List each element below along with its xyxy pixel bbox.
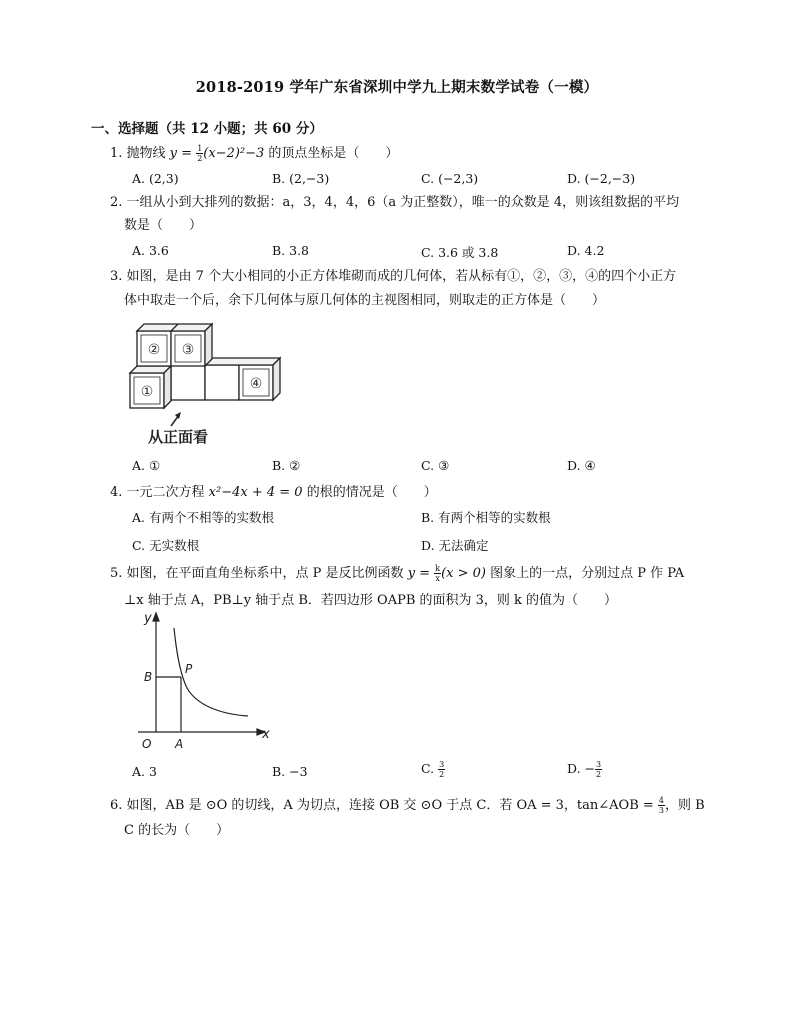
question-2-cont: 数是（ ） <box>124 218 203 233</box>
q3-option-b: B. ② <box>272 458 301 473</box>
q5-option-d: D. − $\frac{3}{2}$ <box>567 760 602 779</box>
point-b-label: B <box>144 670 153 684</box>
q5-option-b: B. −3 <box>272 764 308 779</box>
q1-option-d: D. (−2,−3) <box>567 171 636 186</box>
question-3: 3. 如图，是由 7 个大小相同的小正方体堆砌而成的几何体，若从标有①，②，③，④的四个小正方 <box>110 269 677 284</box>
q2-option-a: A. 3.6 <box>132 243 169 258</box>
section-heading: 一、选择题（共 12 小题；共 60 分） <box>91 121 323 137</box>
fraction: $\frac{k}{x}$ <box>435 564 441 583</box>
q3-option-c: C. ③ <box>421 458 450 473</box>
q3-option-d: D. ④ <box>567 458 596 473</box>
cube-label-1: ① <box>140 384 154 400</box>
coordinate-figure <box>130 610 276 756</box>
fraction: $\frac{3}{2}$ <box>596 760 602 779</box>
q1-option-a: A. (2,3) <box>132 171 179 186</box>
q4-option-b: B. 有两个相等的实数根 <box>421 510 551 525</box>
question-5: 5. 如图，在平面直角坐标系中，点 P 是反比例函数 y = $\frac{k}{x}$ (x > 0) 图象上的一点，分别过点 P 作 PA <box>110 564 685 583</box>
question-2: 2. 一组从小到大排列的数据：a，3，4，4，6（a 为正整数），唯一的众数是 4，则该组数据的平均 <box>110 195 680 210</box>
fraction: $\frac{1}{2}$ <box>197 144 203 163</box>
fraction: $\frac{3}{2}$ <box>439 760 445 779</box>
q3-option-a: A. ① <box>132 458 161 473</box>
cube-figure <box>124 318 294 448</box>
origin-label: O <box>142 737 152 751</box>
axis-y-label: y <box>144 611 152 626</box>
q5-option-a: A. 3 <box>132 764 157 779</box>
cube-label-2: ② <box>147 342 161 358</box>
question-6-cont: C 的长为（ ） <box>124 823 230 838</box>
view-caption: 从正面看 <box>148 428 209 446</box>
question-3-cont: 体中取走一个后，余下几何体与原几何体的主视图相同，则取走的正方体是（ ） <box>124 293 606 308</box>
q4-option-a: A. 有两个不相等的实数根 <box>132 510 274 525</box>
axis-x-label: x <box>262 727 270 742</box>
page-title: 2018-2019 学年广东省深圳中学九上期末数学试卷（一模） <box>195 79 599 96</box>
q2-option-d: D. 4.2 <box>567 243 605 258</box>
q1-option-c: C. (−2,3) <box>421 171 479 186</box>
q4-option-d: D. 无法确定 <box>421 538 489 553</box>
q2-option-c: C. 3.6 或 3.8 <box>421 245 499 260</box>
cube-label-4: ④ <box>249 376 263 392</box>
fraction: $\frac{4}{3}$ <box>658 796 665 815</box>
question-4: 4. 一元二次方程 x²−4x + 4 = 0 的根的情况是（ ） <box>110 485 437 500</box>
point-p-label: P <box>185 662 193 676</box>
point-a-label: A <box>175 737 184 751</box>
question-1: 1. 抛物线 y = $\frac{1}{2}$ (x−2)²−3 的顶点坐标是（ ） <box>110 144 399 163</box>
view-arrow-icon <box>171 412 181 426</box>
cube-label-3: ③ <box>181 342 195 358</box>
question-5-cont: ⊥x 轴于点 A，PB⊥y 轴于点 B．若四边形 OAPB 的面积为 3，则 k 的值为（ ） <box>124 593 618 608</box>
q2-option-b: B. 3.8 <box>272 243 310 258</box>
q5-option-c: C. $\frac{3}{2}$ <box>421 760 445 779</box>
q1-option-b: B. (2,−3) <box>272 171 330 186</box>
question-6: 6. 如图，AB 是 ⊙O 的切线，A 为切点，连接 OB 交 ⊙O 于点 C．若 OA = 3，tan∠AOB = $\frac{4}{3}$ ，则 B <box>110 796 705 815</box>
q4-option-c: C. 无实数根 <box>132 538 200 553</box>
